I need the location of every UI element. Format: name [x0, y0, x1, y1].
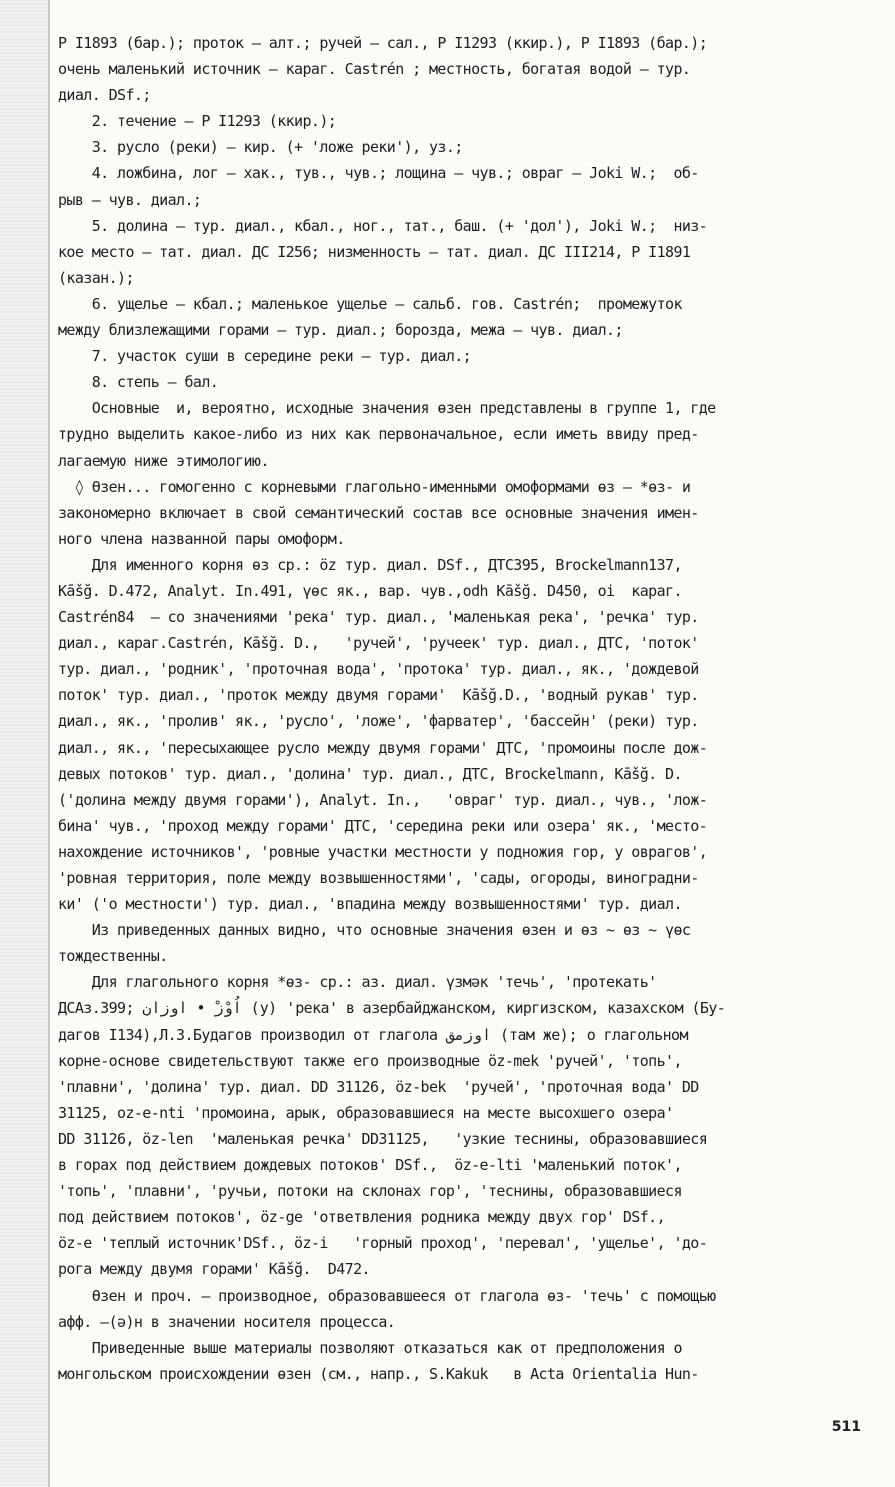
text-line: монгольском происхождении өзен (см., напр., S.Kakuk в Acta Orientalia Hun- — [58, 1364, 699, 1383]
text-line: рога между двумя горами' Kāšğ. D472. — [58, 1260, 370, 1279]
text-line: 6. ущелье – кбал.; маленькое ущелье – сальб. гов. Castrén; промежуток — [58, 294, 682, 313]
text-line: Приведенные выше материалы позволяют отказаться как от предположения о — [58, 1338, 682, 1357]
text-line: З1125, oz-e-nti 'промоина, арык, образовавшиеся на месте высохшего озера' — [58, 1103, 674, 1122]
text-line: 3. русло (реки) – кир. (+ 'ложе реки'), уз.; — [58, 138, 463, 157]
text-line: нахождение источников', 'ровные участки местности у подножия гор, у оврагов', — [58, 842, 708, 861]
text-line: корне-основе свидетельствуют также его производные öz-mek 'ручей', 'топь', — [58, 1051, 682, 1070]
text-line: тур. диал., 'родник', 'проточная вода', 'протока' тур. диал., як., 'дождевой — [58, 660, 699, 679]
text-line: 'плавни', 'долина' тур. диал. DD З1126, öz-bek 'ручей', 'проточная вода' DD — [58, 1077, 699, 1096]
text-line: поток' тур. диал., 'проток между двумя горами' Kāšğ.D., 'водный рукав' тур. — [58, 686, 699, 705]
text-line: 2. течение – P I1293 (ккир.); — [58, 112, 337, 131]
page-text-block — [58, 30, 868, 1387]
text-line: бина' чув., 'проход между горами' ДТС, 'середина реки или озера' як., 'место- — [58, 816, 708, 835]
text-line: ки' ('о местности') тур. диал., 'впадина между возвышенностями' тур. диал. — [58, 895, 682, 914]
text-line: между близлежащими горами – тур. диал.; борозда, межа – чув. диал.; — [58, 321, 623, 340]
text-line: 'ровная территория, поле между возвышенностями', 'сады, огороды, виноградни- — [58, 869, 699, 887]
text-line: рыв – чув. диал.; — [58, 190, 202, 209]
text-line: Castrén84 – со значениями 'река' тур. диал., 'маленькая река', 'речка' тур. — [58, 608, 699, 627]
text-line: дагов I134),Л.З.Будагов производил от глагола اوزمق (там же); о глагольном — [58, 1025, 688, 1044]
text-line: в горах под действием дождевых потоков' DSf., öz-e-lti 'маленький поток', — [58, 1156, 682, 1175]
text-line: 5. долина – тур. диал., кбал., ног., тат., баш. (+ 'дол'), Joki W.; низ- — [58, 216, 708, 235]
text-line: диал., як., 'пролив' як., 'русло', 'ложе', 'фарватер', 'бассейн' (реки) тур. — [58, 712, 699, 731]
text-line: öz-e 'теплый источник'DSf., öz-i 'горный проход', 'перевал', 'ущелье', 'до- — [58, 1234, 708, 1253]
text-line: 4. ложбина, лог – хак., тув., чув.; лощина – чув.; овраг – Joki W.; об- — [58, 164, 699, 183]
text-line: ДСАз.399; اُوْزْ • اوزان (у) 'река' в азербайджанском, киргизском, казахском (Бу- — [58, 999, 726, 1018]
text-line: Kāšğ. D.472, Analyt. In.491, үөс як., вар. чув.,odh Kāšğ. D450, oi караг. — [58, 581, 682, 600]
text-line: кое место – тат. диал. ДС I256; низменность – тат. диал. ДС III214, P I1891 — [58, 242, 691, 261]
page-number: 511 — [831, 1419, 861, 1435]
text-line: 8. степь – бал. — [58, 373, 219, 392]
text-line: лагаемую ниже этимологию. — [58, 451, 269, 470]
text-line: 'топь', 'плавни', 'ручьи, потоки на склонах гор', 'теснины, образовавшиеся — [58, 1182, 682, 1201]
text-line: закономерно включает в свой семантический состав все основные значения имен- — [58, 503, 699, 522]
text-line: диал., як., 'пересыхающее русло между двумя горами' ДТС, 'промоины после дож- — [58, 738, 708, 757]
text-line: 7. участок суши в середине реки – тур. диал.; — [58, 347, 472, 366]
text-line: диал. DSf.; — [58, 86, 151, 105]
scan-binding-edge — [0, 0, 48, 1487]
text-line: под действием потоков', öz-ge 'ответвления родника между двух гор' DSf., — [58, 1208, 666, 1227]
text-line: девых потоков' тур. диал., 'долина' тур. диал., ДТС, Brockelmann, Kāšğ. D. — [58, 764, 682, 783]
text-line: (казан.); — [58, 268, 134, 287]
text-line: тождественны. — [58, 947, 168, 966]
text-line: ('долина между двумя горами'), Analyt. In., 'овраг' тур. диал., чув., 'лож- — [58, 790, 708, 809]
text-line: ного члена названной пары омоформ. — [58, 529, 345, 548]
text-line: Өзен и проч. – производное, образовавшееся от глагола өз- 'течь' с помощью — [58, 1286, 716, 1305]
text-line: афф. –(ə)н в значении носителя процесса. — [58, 1312, 396, 1331]
text-line: Основные и, вероятно, исходные значения өзен представлены в группе 1, где — [58, 399, 716, 418]
text-line: DD З1126, öz-len 'маленькая речка' DDЗ1125, 'узкие теснины, образовавшиеся — [58, 1129, 708, 1148]
text-line: очень маленький источник – караг. Castrén ; местность, богатая водой – тур. — [58, 60, 691, 79]
text-line: Из приведенных данных видно, что основные значения өзен и өз ~ өз ~ үөс — [58, 921, 691, 940]
text-line: Для глагольного корня *өз- ср.: аз. диал. үзмәк 'течь', 'протекать' — [58, 973, 657, 992]
text-line: P I1893 (бар.); проток – алт.; ручей – сал., P I1293 (ккир.), P I1893 (бар.); — [58, 34, 708, 52]
text-line: трудно выделить какое-либо из них как первоначальное, если иметь ввиду пред- — [58, 425, 699, 444]
text-line: ◊ Өзен... гомогенно с корневыми глагольно-именными омоформами өз – *өз- и — [58, 477, 691, 496]
text-line: Для именного корня өз ср.: öz тур. диал. DSf., ДТС395, Brockelmann137, — [58, 555, 682, 574]
scan-edge-line — [48, 0, 50, 1487]
text-line: диал., караг.Castrén, Kāšğ. D., 'ручей', 'ручеек' тур. диал., ДТС, 'поток' — [58, 634, 699, 653]
